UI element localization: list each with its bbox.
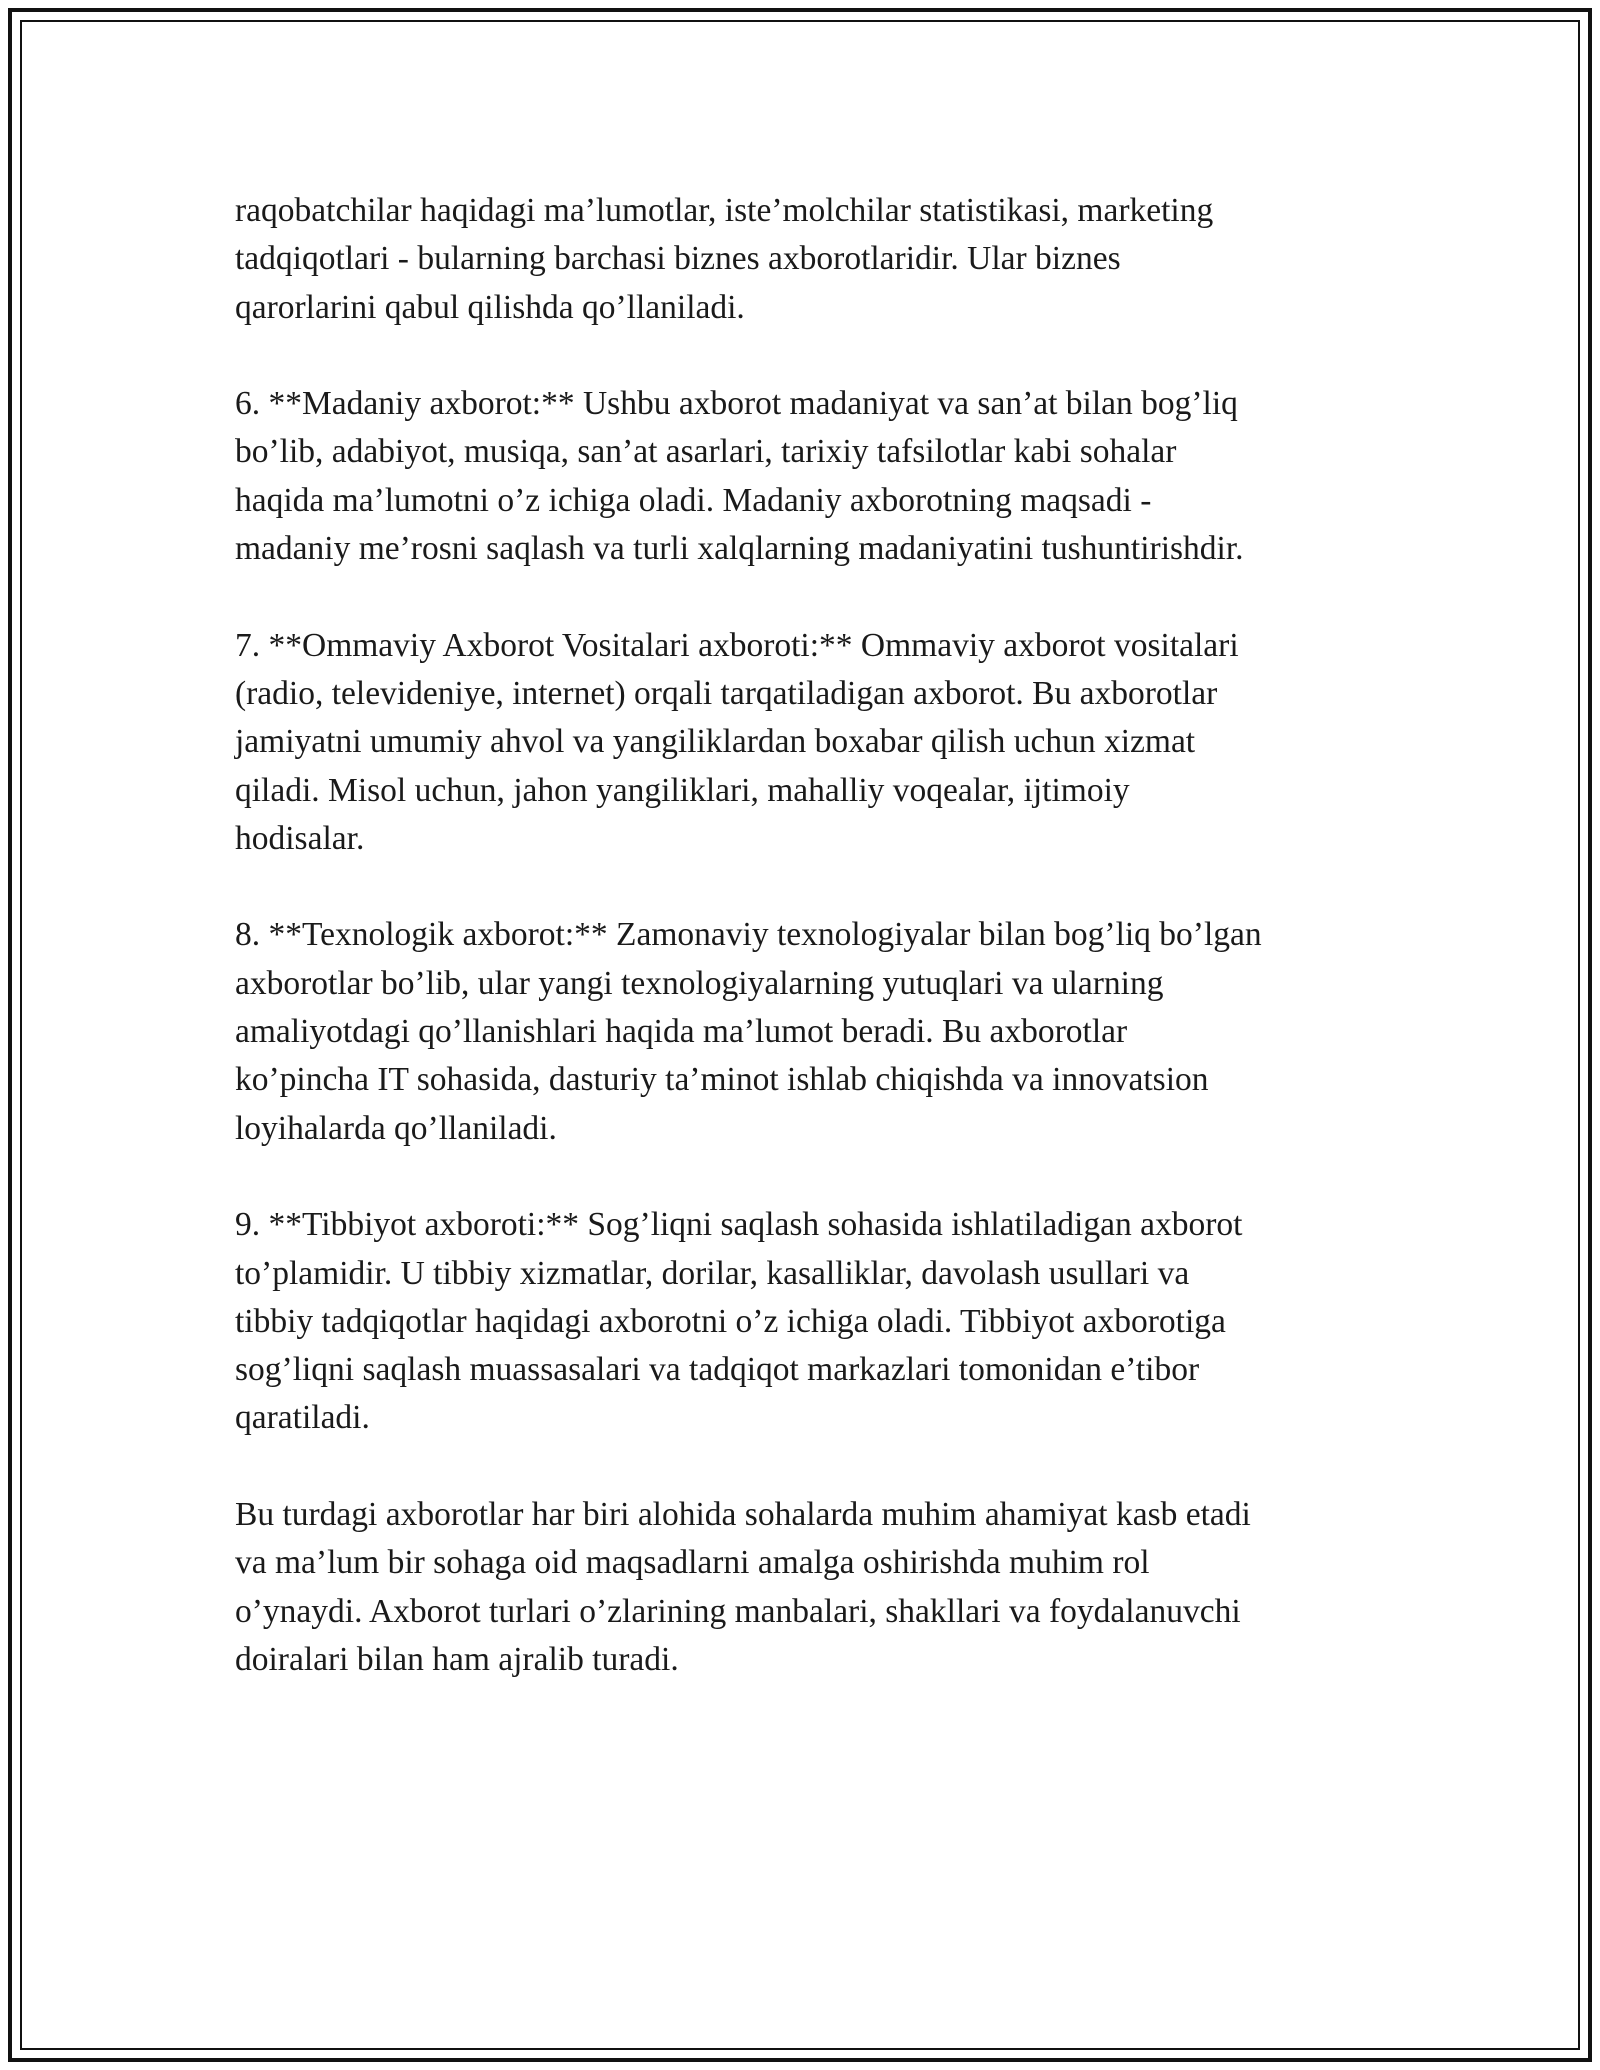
text-line: qiladi. Misol uchun, jahon yangiliklari, mahalliy voqealar, ijtimoiy	[235, 771, 1130, 809]
text-line: Bu turdagi axborotlar har biri alohida sohalarda muhim ahamiyat kasb etadi	[235, 1496, 1251, 1534]
text-line: to’plamidir. U tibbiy xizmatlar, dorilar, kasalliklar, davolash usullari va	[235, 1254, 1190, 1292]
text-line: madaniy me’rosni saqlash va turli xalqlarning madaniyatini tushuntirishdir.	[235, 530, 1244, 568]
text-line: qarorlarini qabul qilishda qo’llaniladi.	[235, 288, 745, 326]
text-line: 8. **Texnologik axborot:** Zamonaviy texnologiyalar bilan bog’liq bo’lgan	[235, 916, 1262, 954]
text-line: 6. **Madaniy axborot:** Ushbu axborot madaniyat va san’at bilan bog’liq	[235, 385, 1238, 423]
text-line: 9. **Tibbiyot axboroti:** Sog’liqni saqlash sohasida ishlatiladigan axborot	[235, 1206, 1243, 1244]
text-line: jamiyatni umumiy ahvol va yangiliklardan boxabar qilish uchun xizmat	[235, 723, 1196, 761]
text-line: (radio, televideniye, internet) orqali tarqatiladigan axborot. Bu axborotlar	[235, 674, 1218, 712]
text-line: tadqiqotlari - bularning barchasi biznes axborotlaridir. Ular biznes	[235, 240, 1121, 278]
paragraph-medical-info	[235, 1201, 1385, 1442]
paragraph-business-info-continued	[235, 187, 1385, 332]
paragraph-technological-info	[235, 911, 1385, 1152]
text-line: tibbiy tadqiqotlar haqidagi axborotni o’z ichiga oladi. Tibbiyot axborotiga	[235, 1302, 1226, 1340]
paragraph-mass-media-info	[235, 622, 1385, 863]
text-line: amaliyotdagi qo’llanishlari haqida ma’lumot beradi. Bu axborotlar	[235, 1013, 1128, 1051]
text-line: o’ynaydi. Axborot turlari o’zlarining manbalari, shakllari va foydalanuvchi	[235, 1592, 1241, 1630]
text-line: axborotlar bo’lib, ular yangi texnologiyalarning yutuqlari va ularning	[235, 964, 1164, 1002]
text-line: sog’liqni saqlash muassasalari va tadqiqot markazlari tomonidan e’tibor	[235, 1351, 1200, 1389]
text-line: qaratiladi.	[235, 1399, 370, 1437]
text-line: ko’pincha IT sohasida, dasturiy ta’minot ishlab chiqishda va innovatsion	[235, 1061, 1209, 1099]
document-body	[235, 187, 1385, 1733]
text-line: 7. **Ommaviy Axborot Vositalari axboroti:** Ommaviy axborot vositalari	[235, 626, 1239, 664]
paragraph-cultural-info	[235, 380, 1385, 573]
text-line: raqobatchilar haqidagi ma’lumotlar, iste’molchilar statistikasi, marketing	[235, 192, 1214, 229]
text-line: bo’lib, adabiyot, musiqa, san’at asarlari, tarixiy tafsilotlar kabi sohalar	[235, 433, 1177, 471]
text-line: hodisalar.	[235, 819, 365, 857]
text-line: va ma’lum bir sohaga oid maqsadlarni amalga oshirishda muhim rol	[235, 1544, 1150, 1582]
text-line: haqida ma’lumotni o’z ichiga oladi. Madaniy axborotning maqsadi -	[235, 481, 1152, 519]
paragraph-conclusion	[235, 1491, 1385, 1684]
text-line: doiralari bilan ham ajralib turadi.	[235, 1640, 679, 1678]
text-line: loyihalarda qo’llaniladi.	[235, 1109, 557, 1147]
